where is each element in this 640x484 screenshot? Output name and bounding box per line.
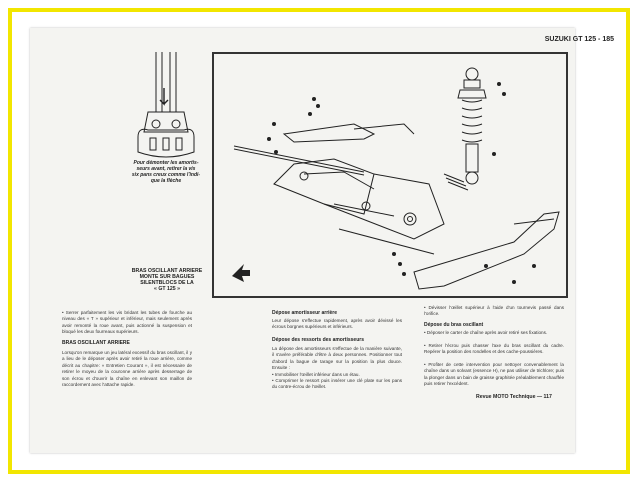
page-footer: Revue MOTO Technique — 117: [476, 394, 552, 400]
col1-paragraph: • Serrer parfaitement les vis bridant les tubes de fourche au niveau des « T » supérieur et inférieur, mais seulement après avoir remonté la roue avant, puis actionné la suspension et bloqué les deux fourreaux supérieurs.: [62, 310, 192, 335]
inset-caption-line: que la flèche: [150, 178, 182, 184]
col2-bullet: • Comprimer le ressort puis insérer une clé plate sur les pans du contre-écrou de l'œillet.: [272, 378, 402, 390]
diagram-caption-line: SILENTBLOCS DE LA: [140, 280, 194, 286]
inset-caption-line: seurs avant, retirer la vis: [136, 166, 196, 172]
diagram-caption: [122, 268, 212, 292]
col3-section-heading: Dépose du bras oscillant: [424, 322, 484, 328]
col1-section-heading: BRAS OSCILLANT ARRIERE: [62, 340, 130, 346]
col2-section-heading: Dépose amortisseur arrière: [272, 310, 338, 316]
inset-caption-line: Pour démonter les amortis-: [133, 160, 199, 166]
col2-section-heading: Dépose des ressorts des amortisseurs: [272, 337, 364, 343]
col2-paragraph: Leur dépose s'effectue rapidement, après avoir dévissé les écrous borgnes supérieurs et inférieurs.: [272, 318, 402, 330]
swingarm-exploded-diagram: [214, 54, 566, 296]
col3-paragraph: • Profiter de cette intervention pour nettoyer convenablement la chaîne dans un solvant (essence H), ne pas utiliser de trichlore; puis la plonger dans un bain de graisse graphitée préalablement chauffée puis retirer l'excédent.: [424, 362, 564, 387]
diagram-caption-line: BRAS OSCILLANT ARRIERE: [131, 268, 203, 274]
col3-paragraph: • Déposer le carter de chaîne après avoir retiré ses fixations.: [424, 330, 548, 335]
col2-paragraph: La dépose des amortisseurs s'effectue de la manière suivante, il s'avère préférable d'être à deux personnes. Positionner tout d'abord la bague de tarage sur la position la plus douce. Ensuite :: [272, 346, 402, 371]
col1-paragraph: Lorsqu'on remarque un jeu latéral excessif du bras oscillant, il y a lieu de le déposer après avoir retiré la roue arrière, comme décrit au chapitre: « Entretien Courant », il est nécessaire de retirer le moyeu de la couronne arrière après desserrage de son écrou et d'ouvrir la chaîne en enlevant son maillon de raccordement avec l'attache rapide.: [62, 350, 192, 388]
page-header: SUZUKI GT 125 - 185: [544, 36, 614, 43]
col3-paragraph: • Dévisser l'œillet supérieur à l'aide d'un tournevis passé dans l'orifice.: [424, 305, 564, 317]
col3-paragraph: • Retirer l'écrou puis chasser l'axe du bras oscillant du cadre. Repérer la position des rondelles et des cache-poussières.: [424, 343, 564, 355]
diagram-caption-line: « GT 125 »: [154, 286, 180, 292]
diagram-caption-line: MONTE SUR BAGUES: [139, 274, 195, 280]
col2-bullet: • Immobiliser l'œillet inférieur dans un étau.: [272, 372, 360, 377]
inset-caption-line: six pans creux comme l'indi-: [131, 172, 201, 178]
inset-caption: [118, 160, 214, 184]
